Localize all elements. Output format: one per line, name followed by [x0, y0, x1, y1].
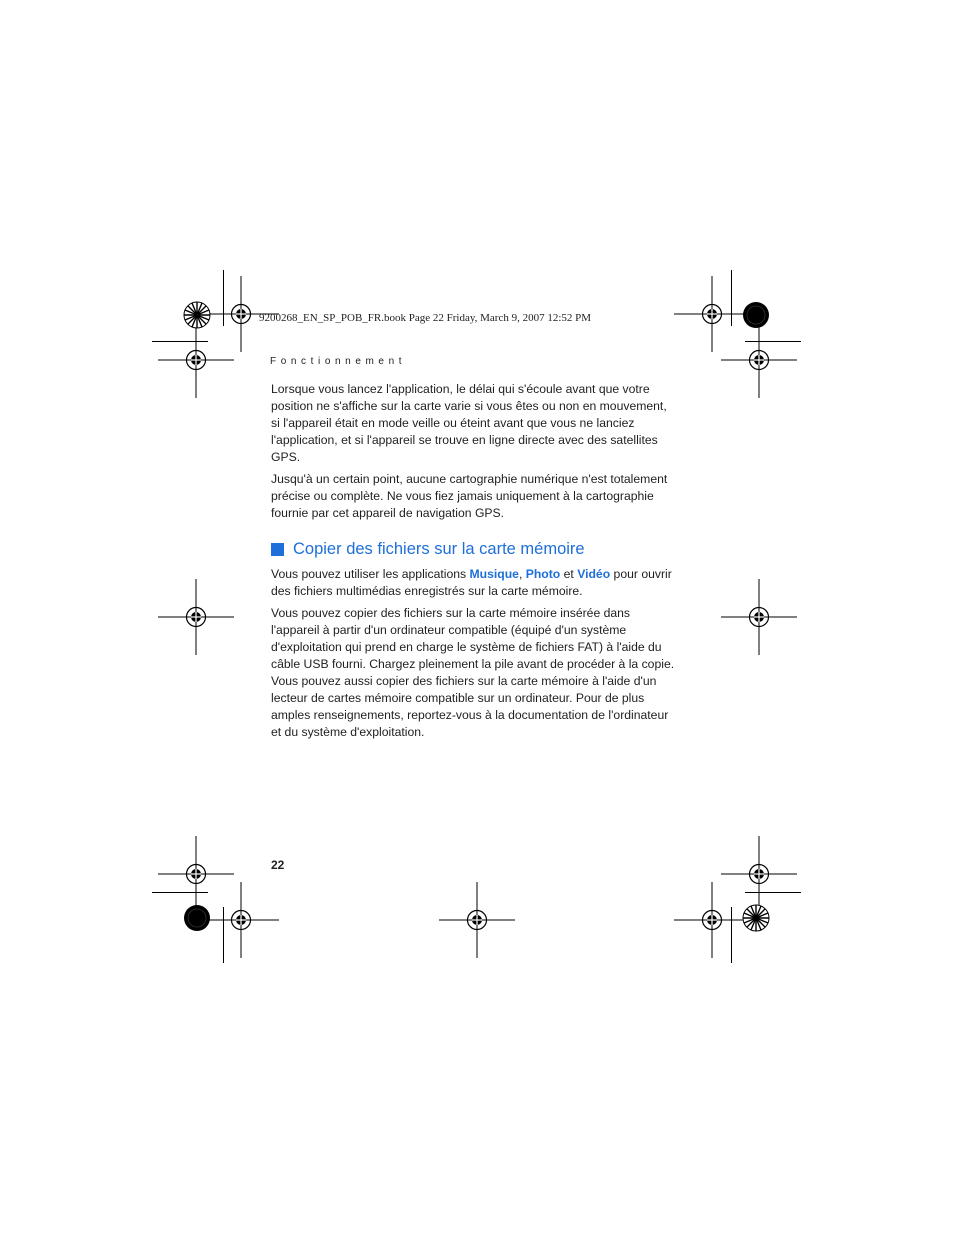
registration-mark-icon [158, 579, 234, 655]
section-body [271, 566, 675, 746]
registration-mark-icon [674, 276, 750, 352]
section-title: Copier des fichiers sur la carte mémoire [293, 540, 585, 558]
link-video[interactable]: Vidéo [577, 567, 611, 581]
registration-mark-icon [721, 579, 797, 655]
solid-target-icon [184, 905, 210, 931]
paragraph-text: Vous pouvez utiliser les applications [271, 567, 470, 581]
section-paragraph-2: Vous pouvez copier des fichiers sur la carte mémoire insérée dans l'appareil à partir d'un ordinateur compatible (équipé d'un système d'exploitation qui prend en charge le système de fichiers FAT) à l'aide du câble USB fourni. Chargez pleinement la pile avant de procéder à la copie. Vous pouvez aussi copier des fichiers sur la carte mémoire à l'aide d'un lecteur de cartes mémoire compatible sur un ordinateur. Pour de plus amples renseignements, reportez-vous à la documentation de l'ordinateur et du système d'exploitation. [271, 606, 675, 739]
link-musique[interactable]: Musique [469, 567, 519, 581]
separator-text: , [518, 567, 526, 581]
registration-mark-icon [203, 882, 279, 958]
print-slug-line: 9200268_EN_SP_POB_FR.book Page 22 Friday, March 9, 2007 12:52 PM [259, 312, 592, 324]
section-paragraph-1 [271, 566, 675, 600]
registration-mark-icon [721, 836, 797, 912]
starburst-target-icon [184, 302, 210, 328]
heading-square-icon [271, 543, 284, 556]
intro-paragraph-1: Lorsque vous lancez l'application, le délai qui s'écoule avant que votre position ne s'affiche sur la carte varie si vous êtes ou non en mouvement, si l'appareil était en mode veille ou éteint avant que vous ne lanciez l'application, et si l'appareil se trouve en ligne directe avec des satellites GPS. [271, 382, 667, 464]
section-heading [271, 540, 585, 559]
starburst-target-icon [743, 905, 769, 931]
registration-mark-icon [158, 322, 234, 398]
solid-target-icon [743, 302, 769, 328]
page-number: 22 [271, 858, 285, 872]
intro-text [271, 381, 675, 527]
separator-text: et [560, 567, 578, 581]
running-header: Fonctionnement [270, 356, 407, 367]
paragraph-text: pour ouvrir des fichiers multimédias enregistrés sur la carte mémoire. [271, 567, 672, 598]
link-photo[interactable]: Photo [525, 567, 561, 581]
registration-mark-icon [721, 322, 797, 398]
registration-mark-icon [674, 882, 750, 958]
intro-paragraph-2: Jusqu'à un certain point, aucune cartographie numérique n'est totalement précise ou complète. Ne vous fiez jamais uniquement à la cartographie fournie par cet appareil de navigation GPS. [271, 472, 668, 520]
registration-mark-icon [158, 836, 234, 912]
registration-mark-icon [439, 882, 515, 958]
